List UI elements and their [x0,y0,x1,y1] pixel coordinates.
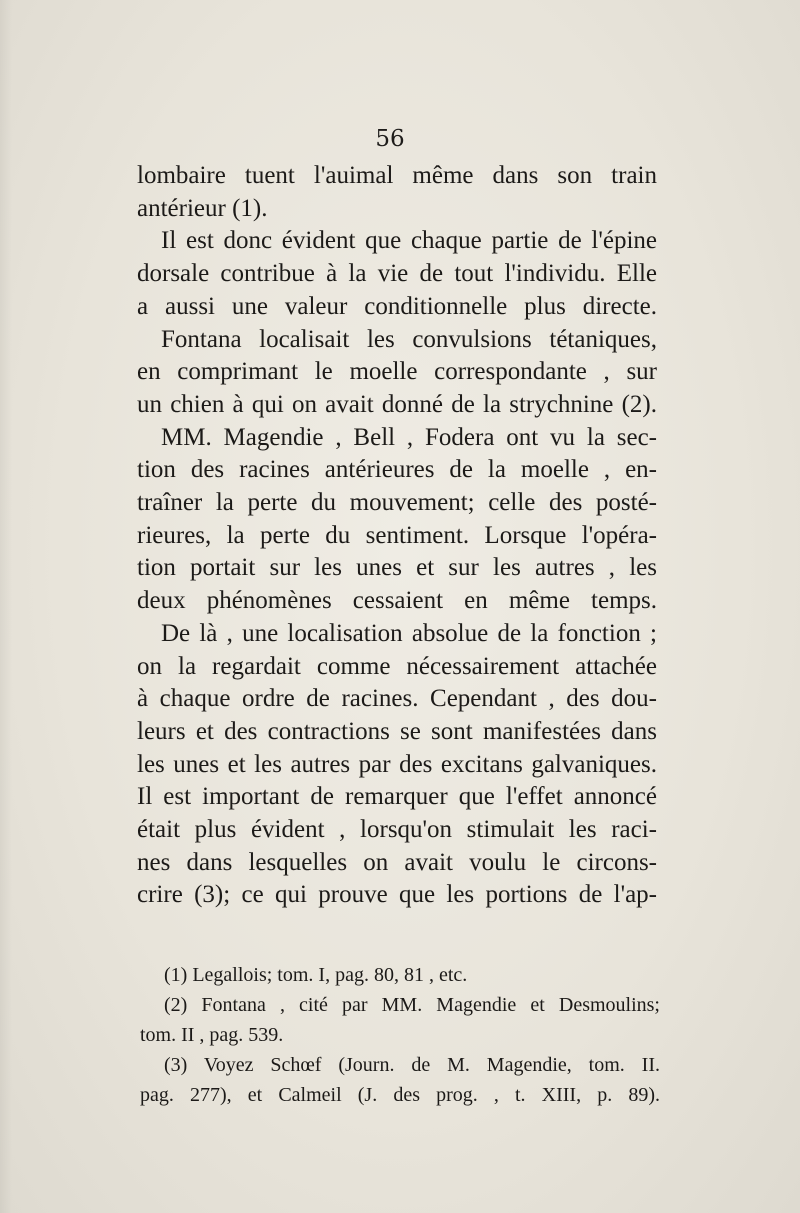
footnote-line: tom. II , pag. 539. [140,1024,284,1046]
text-line: lombaire tuent l'auimal même dans son train [137,162,657,189]
text-line: était plus évident , lorsqu'on stimulait les raci- [137,816,657,844]
text-line: deux phénomènes cessaient en même temps. [137,587,657,615]
footnote-line: (3) Voyez Schœf (Journ. de M. Magendie, tom. II. [164,1054,660,1076]
text-line: un chien à qui on avait donné de la strychnine (2). [137,390,657,418]
footnote-line: (1) Legallois; tom. I, pag. 80, 81 , etc. [164,964,468,986]
text-line: nes dans lesquelles on avait voulu le circons- [137,848,657,876]
text-line: Il est important de remarquer que l'effet annoncé [137,783,657,811]
text-line: Il est donc évident que chaque partie de l'épine [161,227,657,255]
footnote-line: pag. 277), et Calmeil (J. des prog. , t. XIII, p. 89). [140,1084,660,1106]
text-line: tion des racines antérieures de la moelle , en- [137,456,657,484]
footnotes [140,960,660,1110]
text-line: a aussi une valeur conditionnelle plus directe. [137,292,657,320]
text-line: Fontana localisait les convulsions tétaniques, [161,325,657,353]
text-line: dorsale contribue à la vie de tout l'individu. Elle [137,260,657,288]
text-line: leurs et des contractions se sont manifestées dans [137,717,657,745]
text-line: en comprimant le moelle correspondante , sur [137,358,657,386]
text-line: rieures, la perte du sentiment. Lorsque l'opéra- [137,521,657,549]
text-line: on la regardait comme nécessairement attachée [137,652,657,680]
page-number: 56 [375,126,405,152]
text-line: traîner la perte du mouvement; celle des posté- [137,489,657,517]
text-line: crire (3); ce qui prouve que les portions de l'ap- [137,881,657,909]
text-line: MM. Magendie , Bell , Fodera ont vu la sec- [161,423,657,451]
text-line: tion portait sur les unes et sur les autres , les [137,554,657,582]
text-line: antérieur (1). [137,194,268,222]
page-gutter-shadow [0,0,12,1213]
body-text [137,160,657,912]
text-line: les unes et les autres par des excitans galvaniques. [137,750,657,778]
text-line: à chaque ordre de racines. Cependant , des dou- [137,685,657,713]
footnote-line: (2) Fontana , cité par MM. Magendie et Desmoulins; [164,994,660,1016]
text-line: De là , une localisation absolue de la fonction ; [161,619,657,647]
